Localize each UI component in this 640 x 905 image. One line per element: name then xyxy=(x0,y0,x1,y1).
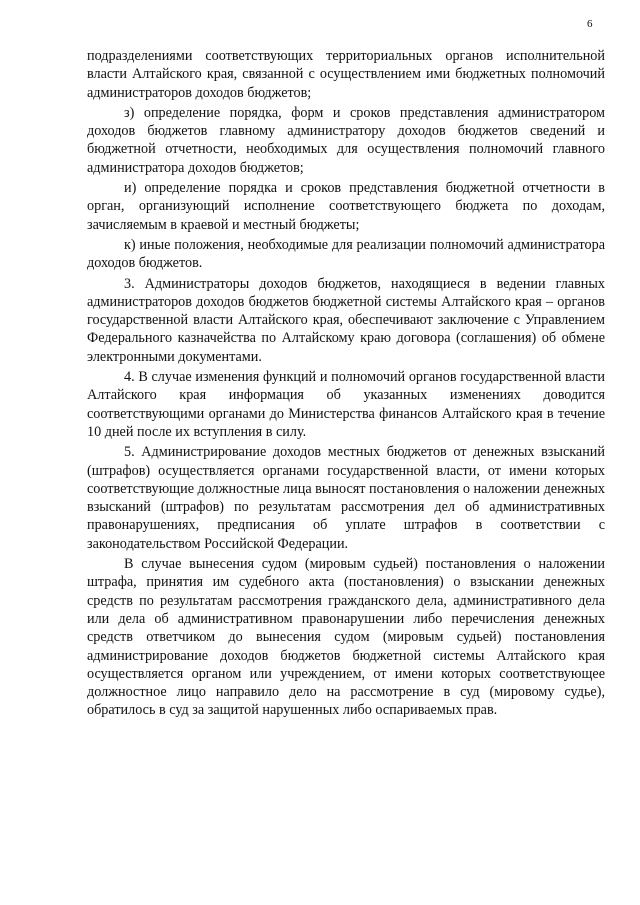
paragraph-section-5: 5. Администрирование доходов местных бюджетов от денежных взысканий (штрафов) осуществляется органами государственной власти, от имени которых соответствующие должностные лица выносят постановления о наложении денежных взысканий (штрафов) по результатам рассмотрения дел об административных правонарушениях, предписания об уплате штрафов в соответствии с законодательством Российской Федерации. xyxy=(87,444,605,552)
paragraph-section-3: 3. Администраторы доходов бюджетов, находящиеся в ведении главных администраторов доходов бюджетов бюджетной системы Алтайского края – органов государственной власти Алтайского края, обеспечивают заключение с Управлением Федерального казначейства по Алтайскому краю договора (соглашения) об обмене электронными документами. xyxy=(87,275,605,365)
paragraph-section-4: 4. В случае изменения функций и полномочий органов государственной власти Алтайского края информация об указанных изменениях доводится соответствующими органами до Министерства финансов Алтайского края в течение 10 дней после их вступления в силу. xyxy=(87,369,605,440)
paragraph-item-z: з) определение порядка, форм и сроков представления администратором доходов бюджетов главному администратору доходов бюджетов сведений и бюджетной отчетности, необходимых для осуществления полномочий главного администратора доходов бюджетов; xyxy=(87,104,605,176)
paragraph-continuation: подразделениями соответствующих территориальных органов исполнительной власти Алтайского края, связанной с осуществлением ими бюджетных полномочий администраторов доходов бюджетов; xyxy=(87,48,605,101)
document-body xyxy=(87,47,605,722)
paragraph-item-i: и) определение порядка и сроков представления бюджетной отчетности в орган, организующий исполнение соответствующего бюджета по доходам, зачисляемым в краевой и местный бюджеты; xyxy=(87,180,605,233)
page-number: 6 xyxy=(587,18,593,30)
paragraph-item-k: к) иные положения, необходимые для реализации полномочий администратора доходов бюджетов. xyxy=(87,236,605,272)
paragraph-court-case: В случае вынесения судом (мировым судьей) постановления о наложении штрафа, принятия им судебного акта (постановления) о взыскании денежных средств по результатам рассмотрения гражданского дела, административного дела или дела об административном правонарушении либо перечисления денежных средств ответчиком до вынесения судом (мировым судьей) постановления администрирование доходов бюджетов бюджетной системы Алтайского края осуществляется органом или учреждением, от имени которых соответствующее должностное лицо направило дело на рассмотрение в суд (мировому судье), обратилось в суд за защитой нарушенных либо оспариваемых прав. xyxy=(87,556,605,719)
